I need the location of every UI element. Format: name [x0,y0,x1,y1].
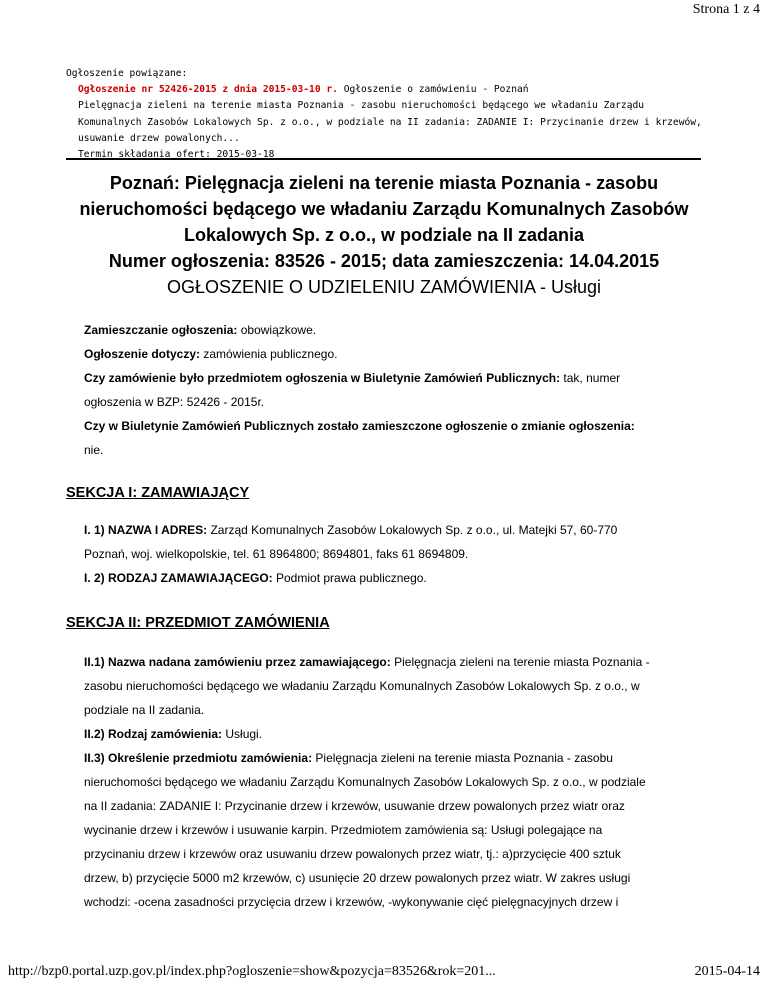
title-line: Lokalowych Sp. z o.o., w podziale na II zadania [183,225,585,245]
field-label: Zamieszczanie ogłoszenia: [84,323,238,337]
related-desc-line: Komunalnych Zasobów Lokalowych Sp. z o.o., w podziale na II zadania: ZADANIE I: Przycinanie drzew i krzewów, [78,116,702,128]
divider [66,158,701,160]
related-notice-link[interactable]: Ogłoszenie nr 52426-2015 z dnia 2015-03-10 r. [78,84,338,96]
notice-number: Numer ogłoszenia: 83526 - 2015; data zamieszczenia: 14.04.2015 [108,251,660,271]
related-notice-title: Ogłoszenie o zamówieniu - Poznań [337,84,529,96]
field-value: Poznań, woj. wielkopolskie, tel. 61 8964800; 8694801, faks 61 8694809. [84,547,469,561]
field-value: zamówienia publicznego. [200,347,338,361]
field-value: Usługi. [222,727,263,741]
field-value: na II zadania: ZADANIE I: Przycinanie drzew i krzewów, usuwanie drzew powalonych przez wiatr oraz [84,799,625,813]
section-2-fields [84,650,704,914]
field-label: I. 1) NAZWA I ADRES: [84,523,208,537]
field-label: II.1) Nazwa nadana zamówieniu przez zamawiającego: [84,655,391,669]
related-desc-line: Pielęgnacja zieleni na terenie miasta Poznania - zasobu nieruchomości będącego we władaniu Zarządu [78,100,645,112]
field-label: Czy w Biuletynie Zamówień Publicznych zostało zamieszczone ogłoszenie o zmianie ogłoszenia: [84,419,635,433]
field-value: przycinaniu drzew i krzewów oraz usuwaniu drzew powalonych przez wiatr, tj.: a)przycięcie 400 sztuk [84,847,621,861]
section-heading: SEKCJA I: ZAMAWIAJĄCY [66,485,250,501]
field-value: obowiązkowe. [237,323,317,337]
field-label: II.3) Określenie przedmiotu zamówienia: [84,751,313,765]
field-value: nie. [84,443,104,457]
title-line: nieruchomości będącego we władaniu Zarządu Komunalnych Zasobów [79,199,689,219]
section-heading: SEKCJA II: PRZEDMIOT ZAMÓWIENIA [66,615,330,631]
page-number: Strona 1 z 4 [692,2,760,17]
intro-fields [84,318,704,462]
footer-url: http://bzp0.portal.uzp.gov.pl/index.php?ogloszenie=show&pozycja=83526&rok=201... [8,964,496,979]
field-value: drzew, b) przycięcie 5000 m2 krzewów, c) usunięcie 20 drzew powalonych przez wiatr. W zakres usługi [84,871,631,885]
field-label: II.2) Rodzaj zamówienia: [84,727,223,741]
field-value: ogłoszenia w BZP: 52426 - 2015r. [84,395,265,409]
related-deadline: Termin składania ofert: 2015-03-18 [78,149,275,161]
field-value: wycinanie drzew i krzewów i usuwanie karpin. Przedmiotem zamówienia są: Usługi polegające na [84,823,603,837]
field-value: podziale na II zadania. [84,703,205,717]
related-label: Ogłoszenie powiązane: [66,68,188,79]
field-value: wchodzi: -ocena zasadności przycięcia drzew i krzewów, -wykonywanie cięć pielęgnacyjnych drzew i [84,895,619,909]
field-value: Pielęgnacja zieleni na terenie miasta Poznania - [390,655,650,669]
field-value: Zarząd Komunalnych Zasobów Lokalowych Sp. z o.o., ul. Matejki 57, 60-770 [207,523,618,537]
notice-type: OGŁOSZENIE O UDZIELENIU ZAMÓWIENIA - Usługi [166,277,602,297]
field-label: Ogłoszenie dotyczy: [84,347,201,361]
field-value: zasobu nieruchomości będącego we władaniu Zarządu Komunalnych Zasobów Lokalowych Sp. z o.o., w [84,679,640,693]
field-label: Czy zamówienie było przedmiotem ogłoszenia w Biuletynie Zamówień Publicznych: [84,371,561,385]
field-value: nieruchomości będącego we władaniu Zarządu Komunalnych Zasobów Lokalowych Sp. z o.o., w podziale [84,775,646,789]
field-value: Pielęgnacja zieleni na terenie miasta Poznania - zasobu [312,751,613,765]
field-value: Podmiot prawa publicznego. [272,571,427,585]
section-1-fields [84,518,704,590]
footer-date: 2015-04-14 [694,964,760,979]
field-label: I. 2) RODZAJ ZAMAWIAJĄCEGO: [84,571,273,585]
title-line: Poznań: Pielęgnacja zieleni na terenie miasta Poznania - zasobu [109,173,659,193]
field-value: tak, numer [560,371,621,385]
related-notice [66,66,702,163]
related-desc-line: usuwanie drzew powalonych... [78,132,240,144]
notice-title [66,170,702,300]
